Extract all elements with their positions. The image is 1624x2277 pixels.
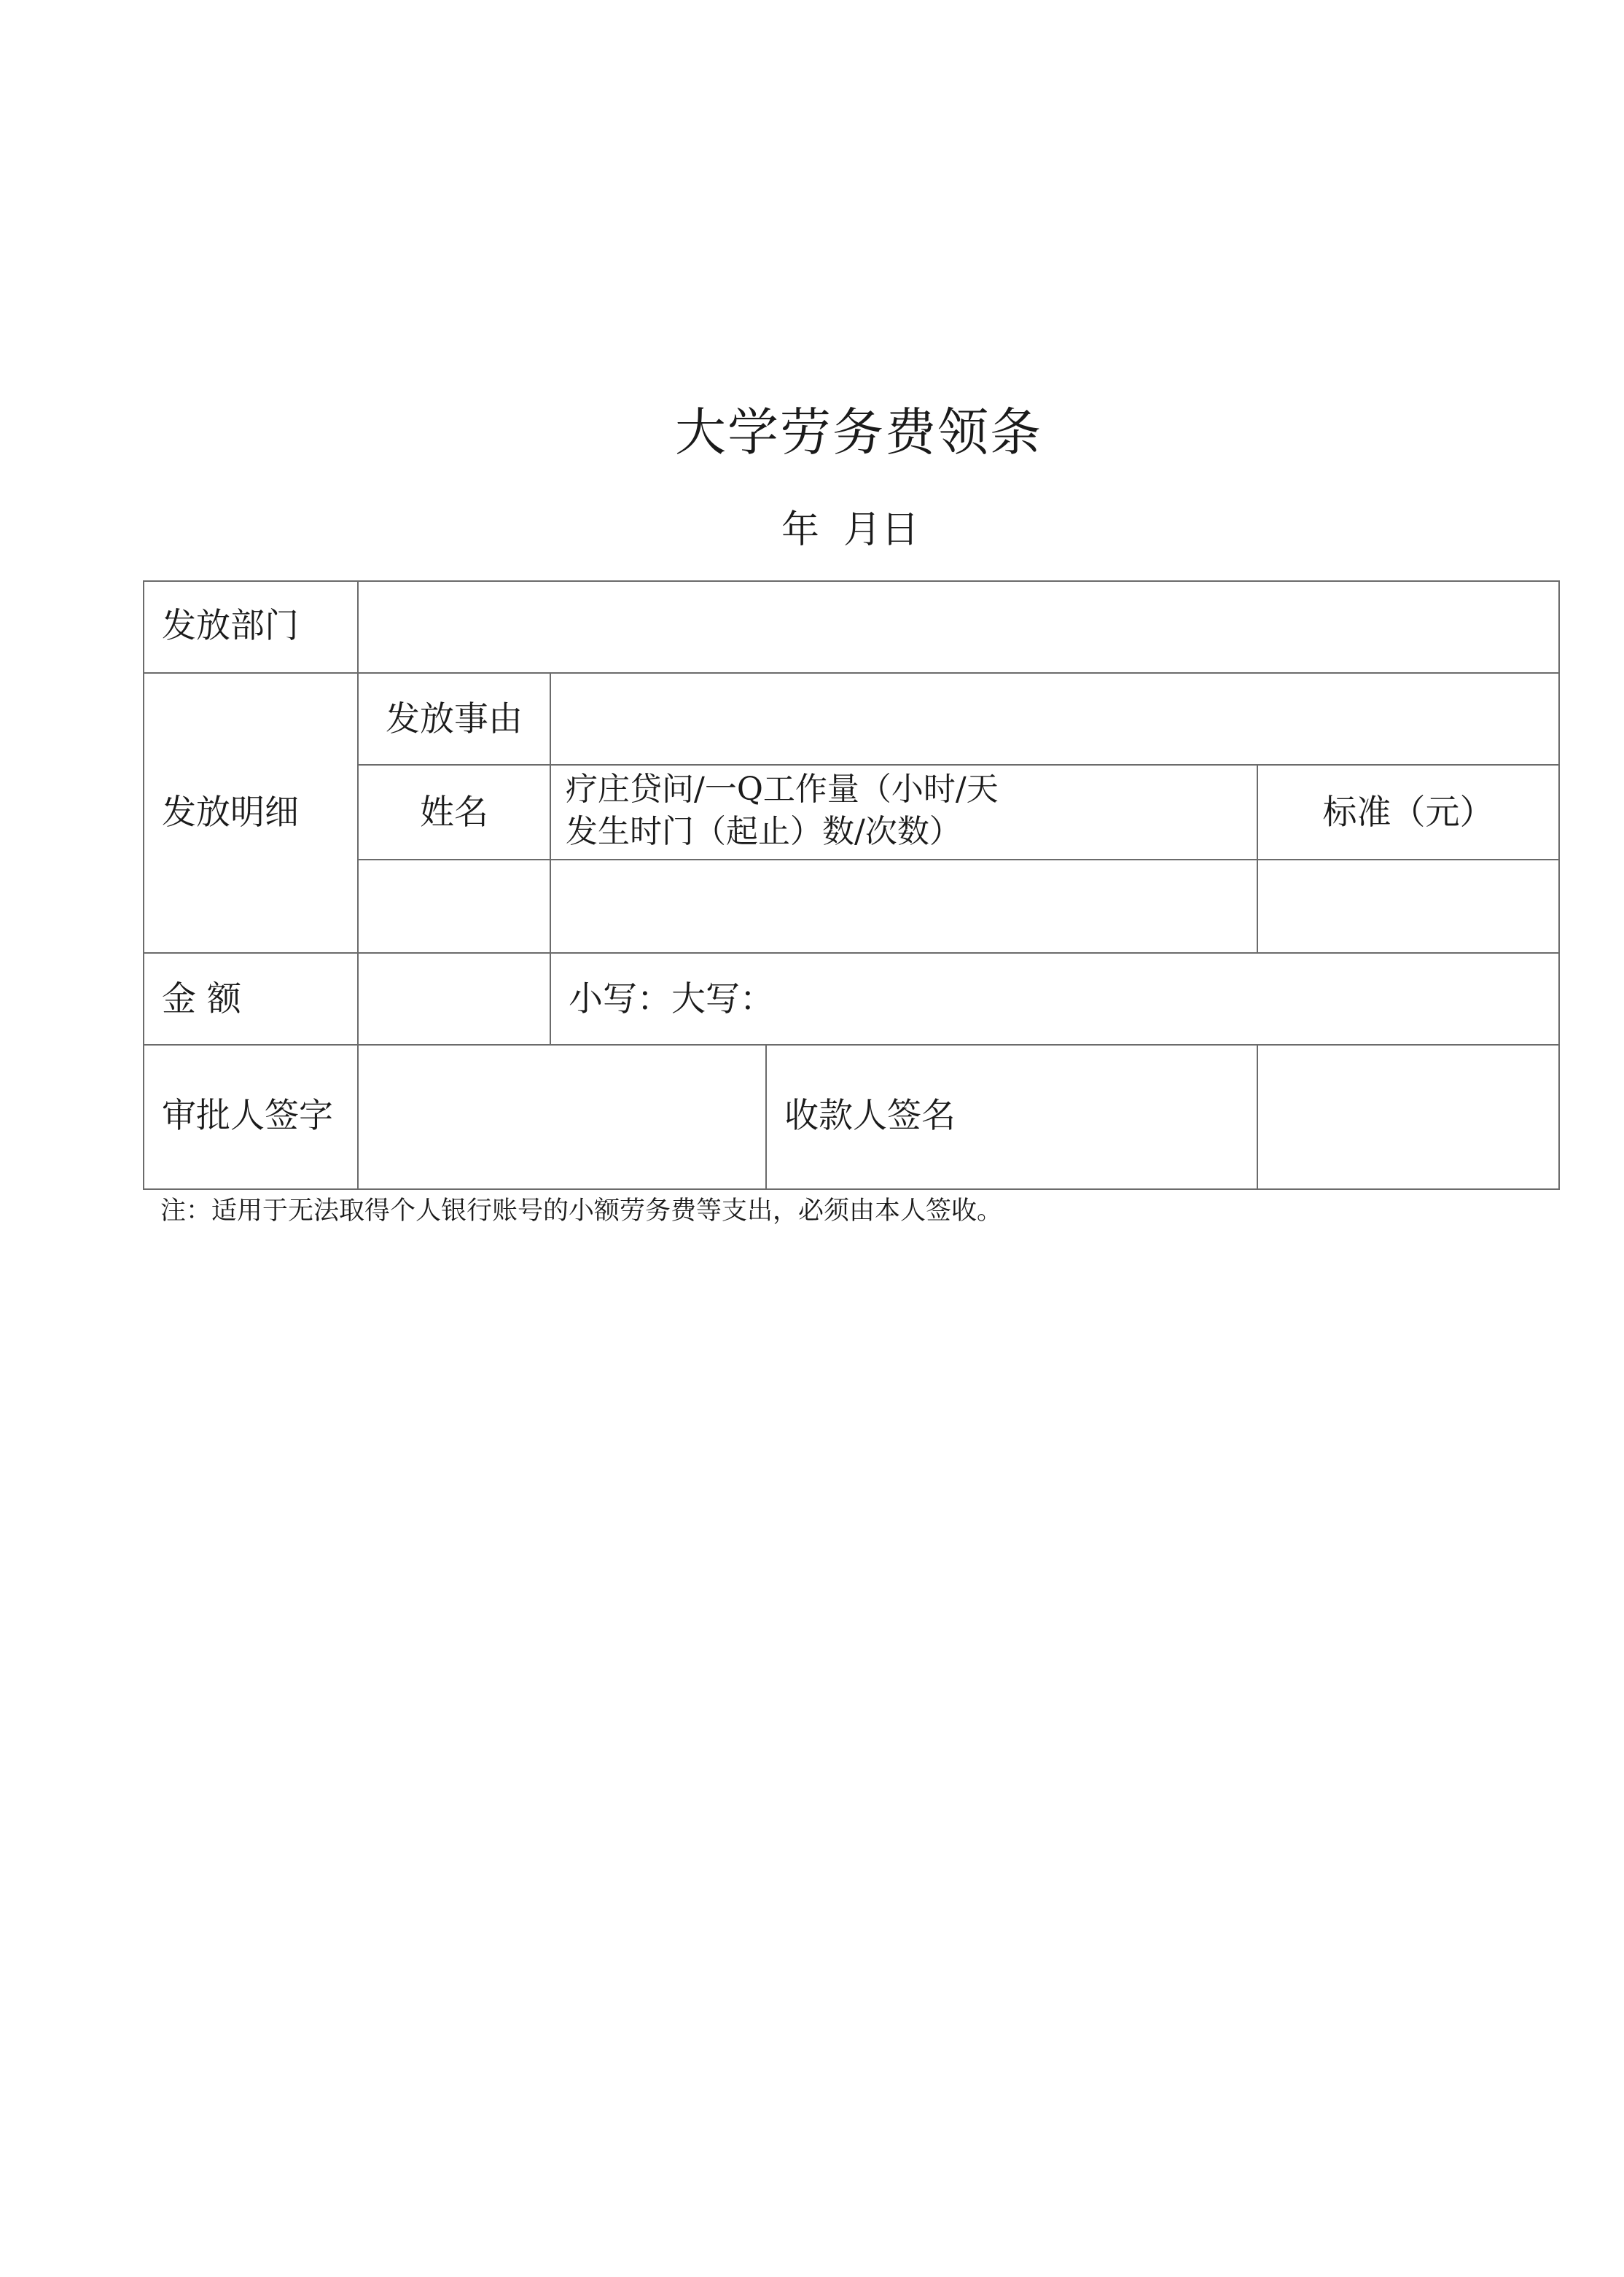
table-border-right — [1558, 580, 1560, 1190]
column-divider — [765, 1044, 767, 1188]
payee-label: 收款人签名 — [784, 1096, 956, 1136]
date-line: 年 月日 — [781, 508, 920, 552]
workload-header-line1: 疗庄贷问/一Q工作量（小时/天 — [566, 771, 999, 808]
reason-label: 发放事由 — [386, 699, 523, 739]
reason-field[interactable] — [551, 674, 1558, 764]
approver-label: 审批人签字 — [162, 1096, 333, 1136]
table-border-bottom — [143, 1188, 1560, 1190]
approver-signature-field[interactable] — [359, 1046, 765, 1188]
workload-field[interactable] — [551, 860, 1257, 952]
name-header: 姓名 — [420, 793, 488, 833]
department-field[interactable] — [359, 582, 1558, 672]
amount-field[interactable] — [359, 954, 550, 1044]
amount-words-label: 小写：大写： — [569, 979, 774, 1019]
receipt-form-table — [143, 580, 1560, 1190]
payee-signature-field[interactable] — [1258, 1046, 1558, 1188]
name-field[interactable] — [359, 860, 550, 952]
document-title: 大学劳务费领条 — [675, 402, 1042, 462]
details-label: 发放明细 — [162, 793, 299, 833]
footnote: 注：适用于无法取得个人银行账号的小额劳务费等支出，必须由本人签收。 — [160, 1196, 1003, 1226]
amount-label: 金 额 — [162, 979, 241, 1019]
row-divider — [357, 764, 1560, 766]
row-divider — [143, 952, 1560, 954]
standard-field[interactable] — [1258, 860, 1558, 952]
department-label: 发放部门 — [162, 606, 299, 646]
standard-header: 标准（元） — [1322, 793, 1494, 833]
workload-header-line2: 发生时门（起止）数/次数） — [566, 813, 961, 850]
table-border-left — [143, 580, 144, 1190]
